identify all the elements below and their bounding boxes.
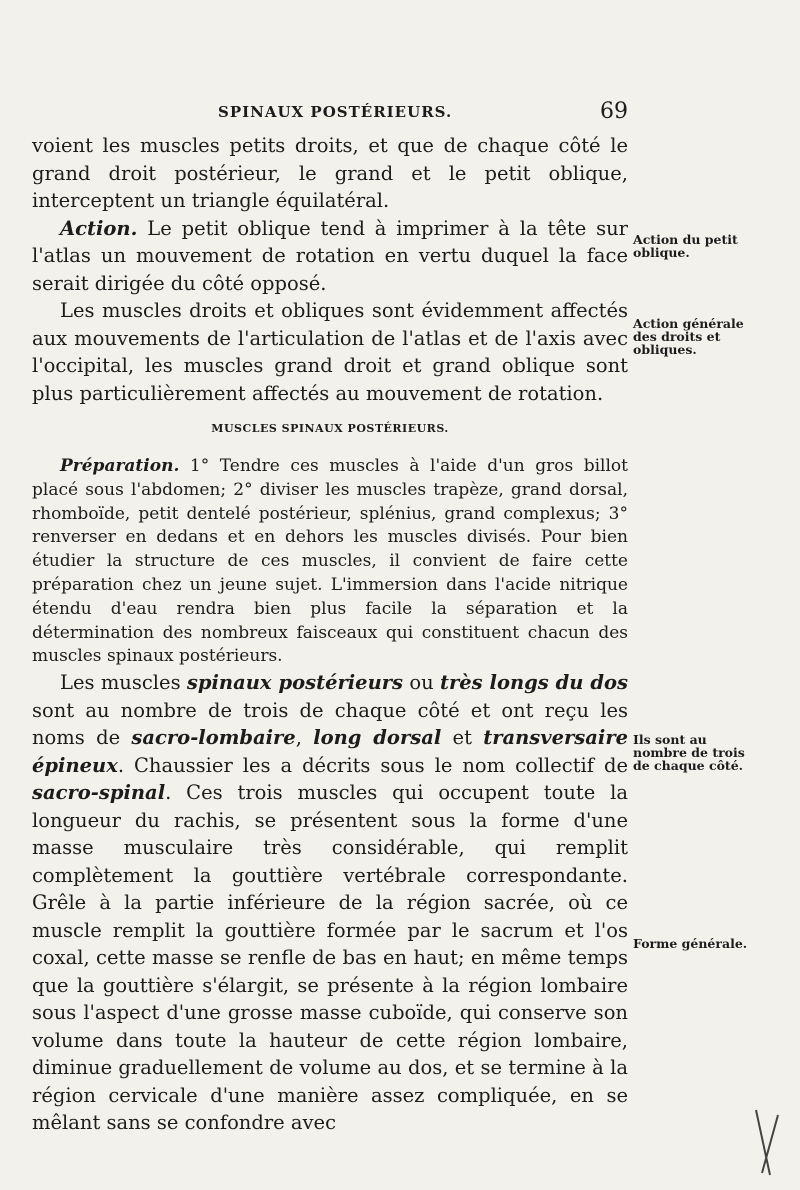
- paragraph-5: [32, 669, 628, 1137]
- p5-text-d: ,: [295, 726, 314, 750]
- paragraph-1: voient les muscles petits droits, et que de chaque côté le grand droit postérieur, le grand et le petit oblique, interceptent un triangle équilatéral.: [32, 134, 628, 212]
- p5-text-c: sont au nombre de trois de chaque côté et ont reçu les noms de: [32, 698, 628, 750]
- p5-em-2: très longs du dos: [439, 671, 629, 695]
- paragraph-action: [32, 215, 628, 298]
- preparation-paragraph: [32, 455, 628, 669]
- preparation-lead: Préparation.: [60, 456, 180, 476]
- action-lead: Action.: [60, 216, 138, 240]
- margin-note-nombre: Ils sont au nombre de trois de chaque côté.: [633, 732, 745, 773]
- paragraph-3: Les muscles droits et obliques sont évidemment affectés aux mouvements de l'articulation de l'atlas et de l'axis avec l'occipital, les muscles grand droit et grand oblique sont plus particulièrement affectés au mouvement de rotation.: [32, 299, 628, 405]
- section-heading: MUSCLES SPINAUX POSTÉRIEURS.: [211, 422, 449, 435]
- running-header: SPINAUX POSTÉRIEURS.: [218, 103, 453, 121]
- p5-em-1: spinaux postérieurs: [186, 671, 404, 695]
- margin-note-action: Action du petit oblique.: [633, 232, 738, 260]
- p5-text-e: et: [441, 726, 484, 750]
- p5-text-b: ou: [403, 671, 440, 695]
- p5-em-6: sacro-spinal: [32, 781, 166, 805]
- pencil-mark-icon: [748, 1105, 788, 1185]
- p5-em-4: long dorsal: [313, 726, 442, 750]
- p5-text-f: . Chaussier les a décrits sous le nom collectif de: [117, 753, 628, 777]
- page-number: 69: [600, 99, 628, 124]
- margin-note-forme: Forme générale.: [633, 936, 748, 951]
- margin-note-action-generale: Action générale des droits et obliques.: [633, 316, 744, 357]
- p5-text-a: Les muscles: [60, 671, 187, 695]
- p5-text-g: . Ces trois muscles qui occupent toute la longueur du rachis, se présentent sous la forme d'une masse musculaire très considérable, qui remplit complètement la gouttière vertébrale correspondante. Grêle à la partie inférieure de la région sacrée, où ce muscle remplit la gouttière formée par le sacrum et l'os coxal, cette masse se renfle de bas en haut; en même temps que la gouttière s'élargit, se présente à la région lombaire sous l'aspect d'une grosse masse cuboïde, qui conserve son volume dans toute la hauteur de cette région lombaire, diminue graduellement de volume au dos, et se termine à la région cervicale d'une manière assez compliquée, en se mêlant sans se confondre avec: [32, 781, 628, 1135]
- p5-em-5: transversaire épineux: [32, 726, 629, 777]
- preparation-text: 1° Tendre ces muscles à l'aide d'un gros billot placé sous l'abdomen; 2° diviser les muscles trapèze, grand dorsal, rhomboïde, petit dentelé postérieur, splénius, grand complexus; 3° renverser en dedans et en dehors les muscles divisés. Pour bien étudier la structure de ces muscles, il convient de faire cette préparation chez un jeune sujet. L'immersion dans l'acide nitrique étendu d'eau rendra bien plus facile la séparation et la détermination des nombreux faisceaux qui constituent chacun des muscles spinaux postérieurs.: [32, 456, 628, 667]
- action-text: Le petit oblique tend à imprimer à la tête sur l'atlas un mouvement de rotation en vertu duquel la face serait dirigée du côté opposé.: [32, 216, 628, 295]
- main-text: [32, 132, 628, 1137]
- p5-em-3: sacro-lombaire: [131, 726, 296, 750]
